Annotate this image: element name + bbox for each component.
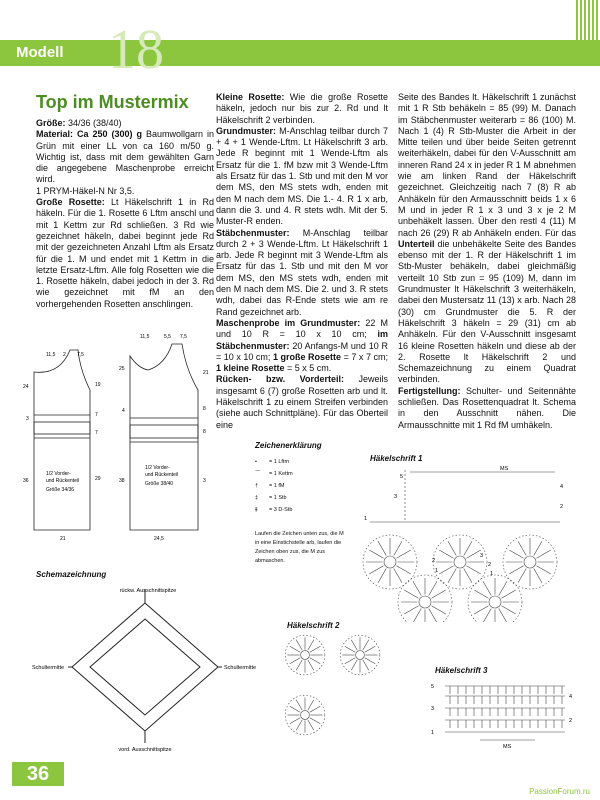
legend-item bbox=[255, 504, 293, 516]
d1-l2: 3 bbox=[26, 416, 29, 422]
schema-drawing bbox=[20, 585, 260, 755]
d2-r3: 8 bbox=[203, 429, 206, 435]
d1-r3: 7 bbox=[95, 430, 98, 436]
chart2-title: Häkelschrift 2 bbox=[287, 621, 340, 630]
d2-l2: 4 bbox=[122, 408, 125, 414]
rosette-motif bbox=[503, 535, 557, 589]
d2-r2: 8 bbox=[203, 406, 206, 412]
paragraph: Stäbchenmuster: M-Anschlag teilbar durch 2 + 3 Wende-Lftm. Lt Häkelschrift 1 arb. Jede R beginnt mit 3 Wende-Lftm als Ersatz für das 1. Stb und mit den M vor dem MS, den MS stets wdh, enden mit den M nach dem MS. Die 2. und 3. R stets wdh, dabei das R-Ende stets wie am re Rand gezeichnet arb. bbox=[216, 227, 388, 317]
corner-stripes bbox=[576, 0, 600, 44]
paragraph: Rücken- bzw. Vorderteil: Jeweils insgesamt 6 (7) große Rosetten arb und lt. Häkelschrift 1 zu einem Streifen verbinden (siehe auch Schnittpläne). Für das Oberteil eine bbox=[216, 374, 388, 430]
chart1-row-3: 3 bbox=[394, 494, 398, 500]
crochet-chart-2 bbox=[280, 630, 390, 750]
legend-text: = 1 Lftm bbox=[269, 459, 290, 465]
schema-left-label: Schultermitte bbox=[32, 665, 65, 671]
legend-text: = 1 fM bbox=[269, 483, 285, 489]
schema-title: Schemazeichnung bbox=[36, 570, 107, 579]
schema-bottom-label: vord. Ausschnittspitze bbox=[118, 747, 172, 753]
pattern-diagrams bbox=[20, 330, 240, 565]
chart1-inner-1b: 1 bbox=[490, 571, 494, 577]
d2-bottom: 24,5 bbox=[154, 536, 164, 542]
chart1-title: Häkelschrift 1 bbox=[370, 454, 423, 463]
d1-r4: 29 bbox=[95, 476, 101, 482]
d1-top3: 7,5 bbox=[77, 352, 84, 358]
d2-top2: 5,5 bbox=[164, 334, 171, 340]
text-column-2 bbox=[216, 92, 388, 431]
legend-text: = 1 Kettm bbox=[269, 471, 293, 477]
text-column-3 bbox=[398, 92, 576, 431]
paragraph: Material: Ca 250 (300) g Baumwollgarn in Grün mit einer LL von ca 160 m/50 g. Wichtig ist, dass mit dem gewählten Garn die angegebene Maschenprobe erreicht wird. bbox=[36, 129, 214, 185]
page-number: 36 bbox=[12, 762, 64, 786]
legend-item bbox=[255, 480, 293, 492]
legend-item bbox=[255, 456, 293, 468]
paragraph: 1 PRYM-Häkel-N Nr 3,5. bbox=[36, 185, 135, 196]
chart3-ms: MS bbox=[503, 744, 512, 750]
rosette-motif bbox=[468, 575, 522, 622]
rosette-motif bbox=[398, 575, 452, 622]
paragraph: Grundmuster: M-Anschlag teilbar durch 7 + 4 + 1 Wende-Lftm. Lt Häkelschrift 3 arb. Jede R beginnt mit 1 Wende-Lftm als Ersatz für die 1. fM bzw mit 3 Wende-Lftm als Ersatz für das 1. Stb und mit den M vor dem MS, den MS stets wdh, enden mit den M nach dem MS. Die 1.- 4. R 1 x arb, dann die 3. und 4. R stets wdh. Mit der 5. Muster-R enden. bbox=[216, 125, 388, 227]
chart1-inner-2: 2 bbox=[432, 558, 436, 564]
d2-r4: 3 bbox=[203, 478, 206, 484]
model-number: 18 bbox=[108, 19, 164, 81]
article-title: Top im Mustermix bbox=[36, 92, 189, 112]
d1-bottom: 21 bbox=[60, 536, 66, 542]
schema-top-label: rückw. Ausschnittspitze bbox=[119, 588, 177, 594]
d2-r1: 21 bbox=[203, 370, 209, 376]
rosette-motif bbox=[285, 695, 325, 735]
chart3-row-5: 5 bbox=[431, 684, 435, 690]
rosette-motif bbox=[363, 535, 417, 589]
slip-stitch-icon: ⌒ bbox=[255, 471, 261, 477]
d2-top: 11,5 bbox=[140, 334, 150, 340]
chart1-row-2: 2 bbox=[560, 504, 564, 510]
chart3-row-3: 3 bbox=[431, 706, 435, 712]
legend-item bbox=[255, 492, 293, 504]
paragraph: Seite des Bandes lt. Häkelschrift 1 zunächst mit 1 R Stb behäkeln = 85 (99) M. Danach im Stäbchenmuster weiterarb = 86 (100) M. Nach 1 (4) R Stb-Muster die Arbeit in der Mitte teilen und über beide Seiten getrennt weiterhäkeln, dabei für den V-Ausschnitt am inneren Rand 24 x in jeder R 1 M abnehmen wie am linken Rand der Häkelschrift gezeichnet. Gleichzeitig nach 7 (8) R ab Anhäkeln für den Armausschnitt beids 1 x 6 M und in jeder R 1 x 3 und 3 x je 2 M unbehäkelt lassen. Über den restl 4 (11) M nach 26 (29) R ab Anhäkeln enden. Für das Unterteil die unbehäkelte Seite des Bandes ebenso mit der 1. R der Häkelschrift 1 im Stb-Muster behäkeln, dabei gleichmäßig verteilt 10 Stb zun = 95 (109) M, dann im Grundmuster lt Häkelschrift 3 weiterhäkeln, dabei den Mustersatz 11 (13) x arb. Nach 28 (30) cm Grundmuster die 5. R der Häkelschrift 3 häkeln = 29 (31) cm ab Anhäkeln. Für den V-Ausschnitt insgesamt 16 kleine Rosetten häkeln und diese ab der 2. Rosette lt Häkelschrift 2 und Schemazeichnung zu einem Quadrat verbinden. bbox=[398, 92, 576, 385]
legend-item bbox=[255, 468, 293, 480]
chart1-inner-2b: 2 bbox=[488, 562, 492, 568]
chart3-stitches bbox=[450, 686, 562, 728]
rosette-motif bbox=[340, 635, 380, 675]
legend-text: = 1 Stb bbox=[269, 495, 287, 501]
legend-text: = 3 D-Stb bbox=[269, 507, 293, 513]
column-2-body bbox=[216, 92, 388, 431]
legend-title: Zeichenerklärung bbox=[255, 441, 322, 450]
triple-crochet-icon: ⫵ bbox=[255, 507, 258, 513]
chart3-row-4: 4 bbox=[569, 694, 573, 700]
chain-icon: • bbox=[255, 459, 257, 465]
chart1-row-4: 4 bbox=[560, 484, 564, 490]
paragraph: Maschenprobe im Grundmuster: 22 M und 10 R = 10 x 10 cm; im Stäbchenmuster: 20 Anfangs-M und 10 R = 10 x 10 cm; 1 große Rosette = 7 x 7 cm; 1 kleine Rosette = 5 x 5 cm. bbox=[216, 317, 388, 374]
schema-right-label: Schultermitte bbox=[224, 665, 257, 671]
d2-l1: 25 bbox=[119, 366, 125, 372]
paragraph: Größe: 34/36 (38/40) bbox=[36, 118, 122, 128]
pattern-diagram-size-1 bbox=[34, 350, 90, 530]
chart3-row-2: 2 bbox=[569, 718, 573, 724]
chart1-row-1: 1 bbox=[364, 516, 368, 522]
d2-l3: 38 bbox=[119, 478, 125, 484]
d1-l3: 36 bbox=[23, 478, 29, 484]
chart1-inner-1: 1 bbox=[435, 568, 439, 574]
chart3-title: Häkelschrift 3 bbox=[435, 666, 488, 675]
chart1-row-5: 5 bbox=[400, 474, 404, 480]
paragraph: Fertigstellung: Schulter- und Seitennähte schließen. Das Rosettenquadrat lt. Schema in den Ausschnitt nähen. Die Armausschnitte mit 1 Rd fM umhäkeln. bbox=[398, 385, 576, 430]
d1-l1: 24 bbox=[23, 384, 29, 390]
crochet-chart-3 bbox=[425, 676, 580, 751]
chart3-row-1: 1 bbox=[431, 730, 435, 736]
header-label: Modell bbox=[16, 44, 64, 61]
rosette-motif bbox=[285, 635, 325, 675]
watermark: PassionForum.ru bbox=[529, 787, 590, 796]
d2-label1: 1/2 Vorder- bbox=[145, 465, 170, 471]
chart1-rosettes bbox=[363, 535, 557, 622]
d1-label3: Größe 34/36 bbox=[46, 487, 75, 493]
d2-top3: 7,5 bbox=[180, 334, 187, 340]
d1-label2: und Rückenteil bbox=[46, 478, 80, 484]
paragraph: Kleine Rosette: Wie die große Rosette häkeln, jedoch nur bis zur 2. Rd und lt Häkelschrift 2 verbinden. bbox=[216, 92, 388, 125]
d2-label2: und Rückenteil bbox=[145, 472, 179, 478]
text-column-1 bbox=[36, 92, 214, 310]
pattern-diagram-size-2 bbox=[130, 344, 198, 530]
legend-list bbox=[255, 456, 293, 516]
column-3-body bbox=[398, 92, 576, 431]
rosette-motif bbox=[433, 535, 487, 589]
legend-note: Laufen die Zeichen unten zus, die M in eine Einstichstelle arb, laufen die Zeichen oben zus, die M zus abmaschen. bbox=[255, 531, 344, 564]
paragraph: Große Rosette: Lt Häkelschrift 1 in Rd häkeln. Für die 1. Rosette 6 Lftm anschl und mit 1 Kettm zur Rd schließen. 3 Rd wie gezeichnet häkeln, dabei beginnt jede Rd mit der gezeichneten Anzahl Lftm als Ersatz für die 1. M und endet mit 1 Kettm in die letzte Ersatz-Lftm. Alle folg Rosetten wie die 1. Rosette häkeln, dabei jedoch in der 3. Rd wie gezeichnet mit fM an den vorhergehenden Rosetten anschlingen. bbox=[36, 197, 214, 309]
chart1-inner-3: 3 bbox=[480, 553, 484, 559]
crochet-chart-1 bbox=[360, 462, 570, 622]
chart1-ms: MS bbox=[500, 466, 509, 472]
d1-label1: 1/2 Vorder- bbox=[46, 471, 71, 477]
d2-label3: Größe 38/40 bbox=[145, 481, 174, 487]
single-crochet-icon: † bbox=[255, 483, 259, 489]
chart2-rosettes bbox=[285, 635, 380, 735]
header-bar bbox=[0, 40, 600, 66]
d1-top: 11,5 bbox=[46, 352, 56, 358]
d1-top2: 2 bbox=[63, 352, 66, 358]
d1-r1: 19 bbox=[95, 382, 101, 388]
column-1-body bbox=[36, 118, 214, 310]
d1-r2: 7 bbox=[95, 412, 98, 418]
double-crochet-icon: ‡ bbox=[255, 495, 259, 501]
